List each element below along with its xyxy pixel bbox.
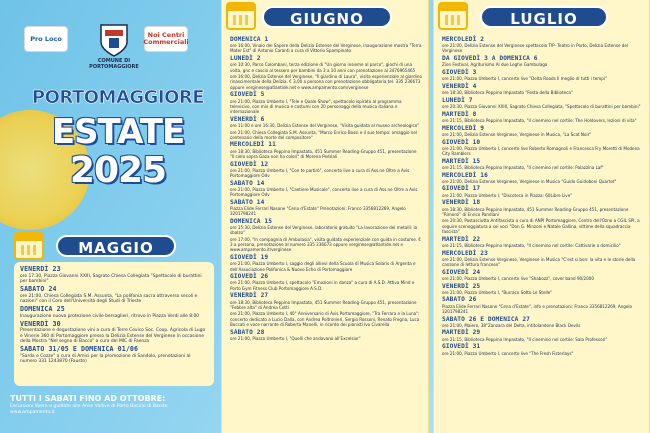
event-date: SABATO 24 <box>20 285 57 294</box>
comune-label <box>82 58 146 70</box>
event-description: ore 21:15, Biblioteca Peppino Impastato, "Il cinemino nel cortile: Sala Professori" <box>442 336 608 342</box>
calendar-icon <box>226 2 256 30</box>
event-item <box>230 273 422 291</box>
event-item <box>230 55 422 73</box>
event-date: MERCOLEDÌ 16 <box>442 171 488 179</box>
event-description: ore 16:00, Vinaio del Sapere della Delizia Estense del Verginese, inaugurazione mostra "Terra Mater Est" di Antonio Caranti a cura di Vittorio Spampinato <box>230 43 422 54</box>
event-item <box>442 55 644 67</box>
event-description: Piazza Elide Ferrari Nasone "Cena d'Estate" Prenotazioni: Franco 3356812269, Angelo 3201798241 <box>230 205 406 217</box>
event-date: MARTEDÌ 15 <box>442 157 481 165</box>
month-badge-giugno: GIUGNO <box>262 6 392 28</box>
event-date: SABATO 31/05 E DOMENICA 01/06 <box>20 345 139 354</box>
event-description: ore 21:00, Piazza Umberto I, concerto live "Shabozz", cover band 90/2000 <box>442 275 594 281</box>
cgl-logo: Noi Centri Commerciali <box>144 26 188 52</box>
event-description: ore 21:00, Piazza Umberto I, concerto live "Delta Roads Il meglio di tutti i tempi" <box>442 76 607 82</box>
event-item <box>442 250 644 268</box>
proloco-logo: Pro Loco <box>24 26 68 52</box>
event-description: ore 21:00, Chiesa Collegiata S.M. Assunta, "Marco Enrico Bossi e il suo tempo: omaggio nel centenario della morte del compositore" <box>230 129 418 140</box>
footer <box>10 394 220 416</box>
event-description: ore 21:00, Delizia Estense Verginese, Verginese in Musica "C'est si bon: la vita e le storie della canzone di lettura francese" <box>442 256 636 267</box>
event-description: Inaugurazione nuova protezione civile bersaglieri, ritrovo in Piazza Verdi alle 8:00 <box>20 313 200 319</box>
title-estate: ESTATE <box>51 112 185 152</box>
calendar-icon <box>438 2 468 30</box>
event-date: VENERDÌ 18 <box>442 199 481 207</box>
event-item <box>442 125 644 137</box>
event-item <box>230 254 422 272</box>
event-description: ore 21:00, Delizia Estense Verginese, Verginese in Musica "Guido Guidoboni Quartet" <box>442 178 617 184</box>
event-date: SABATO 26 E DOMENICA 27 <box>442 315 530 323</box>
footer-text: Escursioni libere e guidate alle Anse Vallive di Porto Bacino di Bando <box>10 404 168 409</box>
event-description: Zion Festival, Agriturismo Al due Leghe Gambulaga <box>442 62 548 68</box>
event-description: ore 15:30, Delizia Estense del Verginese, laboratorio gratuito "La lavorazione dei metalli: la sbalzo" <box>230 225 418 236</box>
event-description: ore 21:00, Piazza Umberto I, spettacolo "Emozioni in danza" a cura di A.S.D. Attiva Mind e Porto Gym Fitness Club Portomaggiore A.S.D. <box>230 280 415 291</box>
event-item <box>442 83 644 95</box>
event-item <box>230 218 422 236</box>
event-description: ore 21:15, Biblioteca Peppino Impastato, "Il cinemino nel cortile: The Holdovers, lezioni di vita" <box>442 117 637 123</box>
event-item <box>442 158 644 170</box>
event-description: ore 21:00, Piazza Umberto I, "Cantiere Musicale", concerto live a cura di Ass.ne Oltre a Avis Portomaggiore Odv <box>230 186 418 198</box>
event-item <box>442 97 644 109</box>
event-description: ore 21:00, Delizia Estense del Verginese spettacolo TIP- Teatro in Porto, Delizia Estense del Verginese <box>442 43 629 54</box>
comune-crest-icon <box>97 22 131 58</box>
event-item <box>20 321 208 345</box>
event-description: Piazza Elide Ferrari Nasone "Cena d'Estate", info e prenotazioni: Franco 3356812269, Angelo 3201798241 <box>442 303 633 314</box>
event-item <box>442 111 644 123</box>
event-item <box>230 199 422 217</box>
event-date: MARTEDÌ 22 <box>442 235 481 243</box>
event-item <box>442 36 644 54</box>
event-date: MERCOLEDÌ 2 <box>442 36 485 43</box>
event-date: VENERDÌ 30 <box>20 319 61 328</box>
event-item <box>20 286 208 305</box>
footer-title: TUTTI I SABATI FINO AD OTTOBRE: <box>10 394 166 403</box>
event-item <box>20 346 208 365</box>
event-description: ore 21:00, Piazza Umberto I, 40° Anniversario di Avis Portomaggiore, "Tra Ferrara e la Luna": concerto dedicato a Lucio Dalla, con Andrea Poltronieri, Sergio Rossoni, Renato Fregna, Luca Boccati e voce narrante di Roberta Manelli, in ricordo dei pianisti Ivo Civarella <box>230 311 420 327</box>
event-date: SABATO 28 <box>230 328 265 336</box>
event-item <box>442 69 644 81</box>
event-item <box>442 236 644 248</box>
title-portomaggiore: PORTOMAGGIORE <box>31 87 205 108</box>
event-date: DA GIOVEDÌ 3 A DOMENICA 6 <box>442 55 538 63</box>
event-item <box>442 296 644 314</box>
event-item <box>230 237 422 253</box>
event-item <box>442 269 644 281</box>
event-item <box>442 283 644 295</box>
event-item <box>230 116 422 128</box>
event-date: DOMENICA 1 <box>230 36 269 43</box>
event-date: GIOVEDÌ 26 <box>230 273 269 281</box>
event-date: VENERDÌ 27 <box>230 292 269 300</box>
luglio-events <box>436 36 650 357</box>
event-description: ore 17:00, "In compagnia di Ambulasia", visita guidata esperienziale con guida in costume. € 3 a persona, prenotazione al numero 335 236673 oppure verginese@atlantide.net e www.ampamento.it/verginese <box>230 237 422 253</box>
event-item <box>230 141 422 159</box>
event-item <box>442 185 644 197</box>
maggio-events <box>14 262 214 386</box>
event-item <box>442 329 644 341</box>
event-description: ore 20:30, Piazza Giovanni XXIII, Sagrato Chiesa Collegiata, "Spettacolo di burattini per bambini" <box>442 104 641 110</box>
event-date: MERCOLEDÌ 11 <box>230 141 276 149</box>
event-item <box>230 74 422 90</box>
event-description: ore 21:15, Biblioteca Peppino Impastato, "Il cinemino nel cortile: Cattivarie a domicilio" <box>442 242 621 248</box>
event-date: GIOVEDÌ 3 <box>442 69 477 77</box>
event-date: GIOVEDÌ 31 <box>442 343 481 351</box>
event-item <box>230 36 422 54</box>
event-date: VENERDÌ 4 <box>442 82 477 90</box>
event-description: ore 17:30, Piazza Giovanni XXIII, Sagrato Chiesa Collegiata "Spettacolo di burattini per bambini" <box>20 273 202 285</box>
event-description: ore 18:30, Biblioteca Peppino Impastato, 451 Summer Reading-Gruppo 451, presentazione "Rimorsi" di Enrico Pandiani <box>442 206 629 217</box>
comune-name: PORTOMAGGIORE <box>89 64 139 70</box>
event-item <box>442 172 644 184</box>
event-description: ore 21:00, Delizia Estense Verginese, Verginese in Musica, "La Scat Noir" <box>442 131 592 137</box>
event-date: DOMENICA 25 <box>20 305 65 314</box>
giugno-events <box>224 36 428 342</box>
event-date: MARTEDÌ 29 <box>442 329 481 337</box>
comune-prefix: COMUNE DI <box>97 58 131 64</box>
event-description: ore 21:00, Piazza Umberto I, saggio degli allievi della Scuola di Musica Solaris di Argenta e dell'Associazione Polifonica & Nuovo Echo di Portomaggiore <box>230 261 416 272</box>
event-date: VENERDÌ 23 <box>20 265 61 273</box>
event-description: ore 21:00, Piazza Umberto I, "Quelli che andavano all'Excelsior" <box>230 335 361 341</box>
event-date: SABATO 14 <box>230 198 265 206</box>
event-description: ore 21:15, Biblioteca Peppino Impastato, "Il cinemino nel cortile: Palazzina Laf" <box>442 164 604 170</box>
event-date: MERCOLEDÌ 23 <box>442 249 488 257</box>
event-item <box>442 343 644 355</box>
event-date: GIOVEDÌ 10 <box>442 138 481 146</box>
event-item <box>442 218 644 234</box>
event-item <box>230 180 422 198</box>
event-description: ore 11:00 e ore 16:30, Delizia Estense del Verginese, "Visita guidata al museo archeologico" <box>230 122 420 128</box>
event-description: ore 21:00, Piazza Umberto I, "Con te partirò", concerto live a cura di Ass.ne Oltre a Avis Portomaggiore Odv <box>230 167 410 178</box>
calendar-icon <box>14 232 44 260</box>
event-description: "Sarda e Cozze" a cura di Amici per la promozione di Sandolo, prenotazioni al numero 331 1243870 (Fausto) <box>20 353 191 365</box>
event-description: ore 21:00, Piazza Umberto I, "Tele e Quale Show", spettacolo ispirato al programma televisivo, con mix di musica e costumi con 20 personaggi della musica italiana e internazionale <box>230 98 402 114</box>
event-description: ore 18:30, Biblioteca Peppino Impastato, 451 Summer Reading-Gruppo 451, presentazione "Il cielo sopra Gaza non ha colori" di Morena Pedriali <box>230 148 417 159</box>
event-item <box>230 161 422 179</box>
event-item <box>20 266 208 285</box>
event-description: ore 21:00, Chiesa Collegiata S.M. Assunta, "La polifonia sacra attraverso secoli e nazioni" con il Coro dell'Università degli Studi di Trieste <box>20 293 198 305</box>
event-date: MERCOLEDÌ 9 <box>442 124 485 132</box>
event-description: ore 20:30, Pastasciutta Antifascista a cura di ANPI Portomaggiore, Centro dell'Ozno a CGIL SPI, a seguire scenoggiatura a sei voci "Don G. Minzoni e Natale Gallina, vittime della squadraccia fascista" <box>442 218 640 234</box>
event-date: LUNEDÌ 2 <box>230 55 261 63</box>
event-item <box>230 130 422 140</box>
event-date: GIOVEDÌ 19 <box>230 254 269 262</box>
event-item <box>20 306 208 319</box>
month-badge-luglio: LUGLIO <box>480 6 608 28</box>
event-description: ore 18:30, Biblioteca Peppino Impastato, 451 Summer Reading-Gruppo 451, presentazione "Febbre alta" di Andrea Cotti <box>230 299 417 310</box>
title-year: 2025 <box>69 150 167 191</box>
event-item <box>442 139 644 157</box>
event-date: GIOVEDÌ 17 <box>442 185 481 193</box>
event-item <box>230 311 422 327</box>
event-item <box>230 91 422 114</box>
event-description: ore 21:00, Piazza Umberto I, concerto live "The Fresh Fisterlays" <box>442 350 574 356</box>
event-item <box>442 199 644 217</box>
event-description: Presentazione e degustazione vini a cura di Terre Cevico Soc. Coop. Agricola di Lugo e Vinerie 360 di Portomaggiore presso la Delizia Estense del Verginese in occasione della Mostra "Nel segno di Bacco" a cura del MIC di Faenza <box>20 328 206 345</box>
event-date: SABATO 26 <box>442 296 477 304</box>
event-date: DOMENICA 15 <box>230 217 273 225</box>
event-date: GIOVEDÌ 5 <box>230 91 265 99</box>
event-date: VENERDÌ 25 <box>442 282 481 290</box>
event-item <box>230 329 422 341</box>
event-date: MARTEDÌ 8 <box>442 110 477 118</box>
event-description: ore 21:00, Piazza Umberto I, "Burraco Sotto Le Stelle" <box>442 289 553 295</box>
event-item <box>442 316 644 328</box>
event-description: ore 16:00, Delizia Estense del Verginese, "Il giardino di Laura", visita esperienziale al giardino rinascimentale della Delizia. € 3,00 a persona con prenotazione obbligatoria tel. 335 236673 oppure verginese@atlantide.net e www.ampamento.com/verginese <box>230 74 422 90</box>
event-date: SABATO 14 <box>230 179 265 187</box>
logos-header <box>20 20 210 80</box>
event-description: ore 21:00, Maiero, 38°Zanzara del Delta, intitolandone Black Devils <box>442 322 581 328</box>
event-description: ore 18:30, Biblioteca Peppino Impastato "Festa della Biblioteca" <box>442 90 573 96</box>
event-date: VENERDÌ 6 <box>230 115 265 123</box>
event-item <box>230 292 422 310</box>
event-date: GIOVEDÌ 24 <box>442 268 481 276</box>
month-badge-maggio: MAGGIO <box>56 235 176 257</box>
event-description: ore 21:00, Piazza Umberto I, concerto live Roberto Romagnoli e Francesca Fry Moretti di Modena City Ramblers <box>442 145 640 156</box>
event-description: ore 10:30, Parco Colombani, terza edizione di "Un giorno insieme al parco", giochi di una volta, gnc e cascio al tessero per bambini da 3 a 10 anni con prenotazione al 3476965465 <box>230 62 416 73</box>
event-description: ore 21:00, Piazza Umberto I, "Discoteca in Piazza: 60Libre Live" <box>442 192 573 198</box>
event-date: GIOVEDÌ 12 <box>230 160 269 168</box>
footer-url: www.ampamento.it <box>10 410 55 415</box>
event-date: LUNEDÌ 7 <box>442 96 473 104</box>
